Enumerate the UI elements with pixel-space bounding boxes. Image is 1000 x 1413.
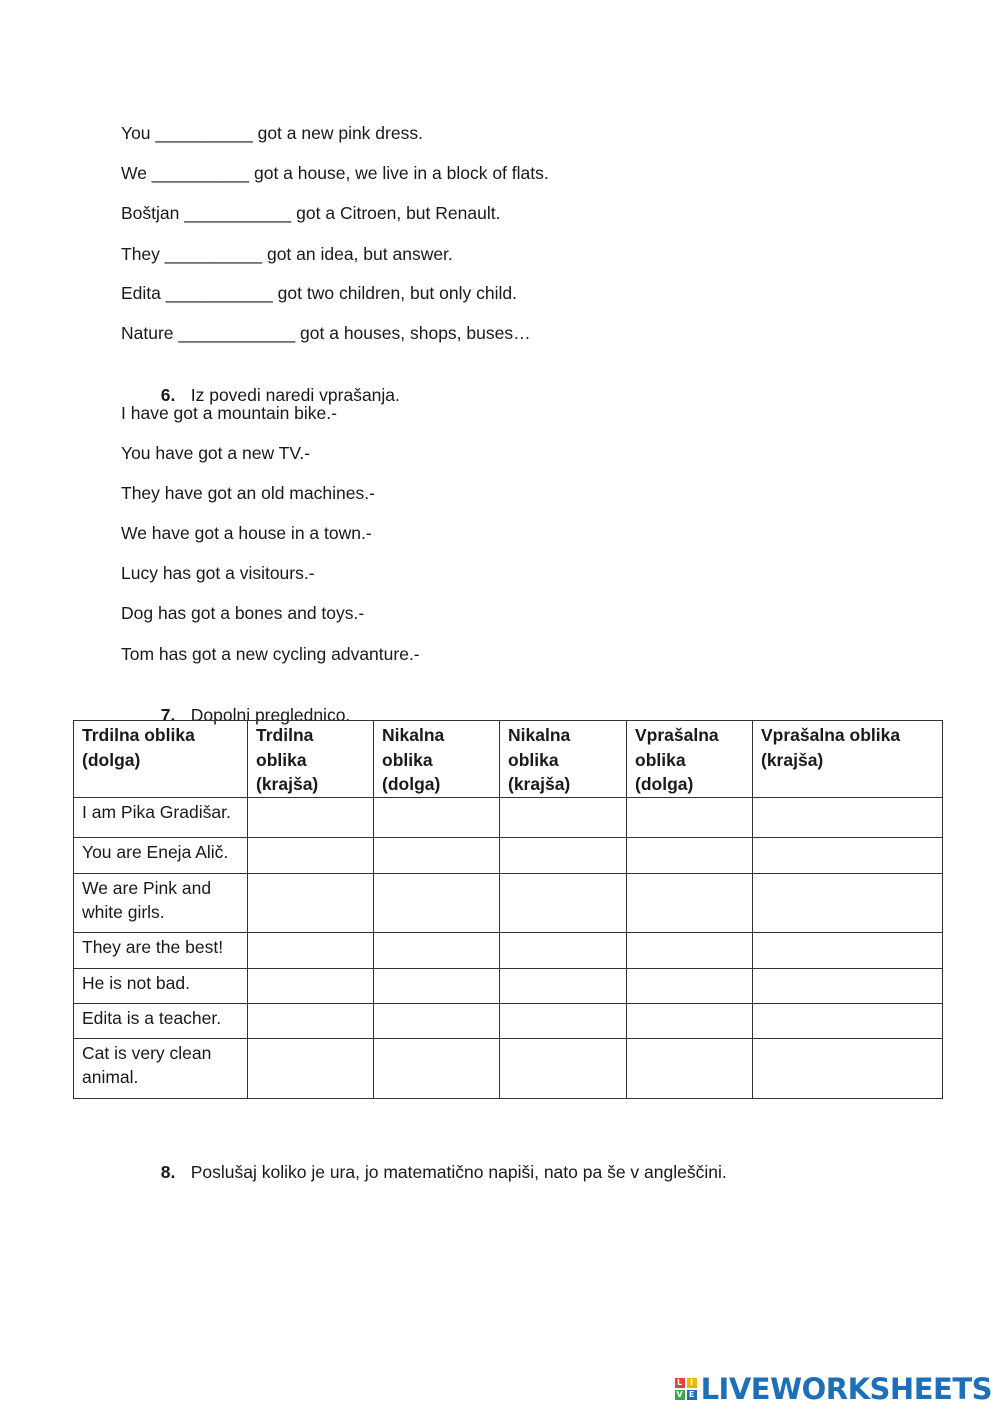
header-line: (dolga) [82,749,141,770]
answer-cell[interactable] [374,1003,500,1038]
row-sentence-line: Cat is very clean [82,1042,212,1063]
table-row [74,797,943,837]
row-sentence [74,873,248,932]
fill-sentence-4: They __________ got an idea, but answer. [121,244,453,264]
verb-forms-table [73,720,943,1099]
task-7-number: 7. [160,705,176,725]
answer-cell[interactable] [248,1038,374,1098]
task-6-sentence-7: Tom has got a new cycling advanture.- [121,644,420,664]
task-6-sentence-6: Dog has got a bones and toys.- [121,603,365,623]
header-line: Trdilna oblika [82,725,195,745]
answer-cell[interactable] [248,968,374,1003]
liveworksheets-logo [675,1371,992,1407]
row-sentence-line: Edita is a teacher. [82,1007,222,1028]
answer-cell[interactable] [374,837,500,873]
row-sentence-line: We are Pink and [82,877,212,898]
table-row [74,932,943,968]
row-sentence [74,1038,248,1098]
row-sentence-line: They are the best! [82,936,224,957]
answer-cell[interactable] [753,837,943,873]
table-row [74,1038,943,1098]
header-line: oblika [382,749,433,770]
answer-cell[interactable] [248,837,374,873]
answer-cell[interactable] [374,797,500,837]
answer-cell[interactable] [500,1038,627,1098]
answer-cell[interactable] [753,932,943,968]
answer-cell[interactable] [627,873,753,932]
header-line: (dolga) [382,774,441,794]
header-line: oblika [635,749,686,770]
task-8-number: 8. [160,1162,176,1182]
header-affirmative-short [248,721,374,798]
answer-cell[interactable] [500,1003,627,1038]
header-line: (dolga) [635,774,694,794]
logo-text: LIVEWORKSHEETS [700,1372,992,1406]
answer-cell[interactable] [374,968,500,1003]
answer-cell[interactable] [500,873,627,932]
fill-sentence-6: Nature ____________ got a houses, shops, buses… [121,323,531,343]
header-affirmative-long [74,721,248,798]
task-6-sentence-3: They have got an old machines.- [121,483,375,503]
header-line: Vprašalna oblika [761,725,901,745]
answer-cell[interactable] [374,873,500,932]
answer-cell[interactable] [500,797,627,837]
row-sentence-line: white girls. [82,902,165,922]
header-question-long [627,721,753,798]
header-line: Vprašalna [635,725,719,745]
row-sentence-line: He is not bad. [82,972,190,993]
task-6-heading [151,362,400,406]
table-row [74,873,943,932]
header-line: (krajša) [256,774,319,794]
task-6-sentence-1: I have got a mountain bike.- [121,403,337,423]
answer-cell[interactable] [753,1038,943,1098]
answer-cell[interactable] [753,1003,943,1038]
table-row [74,837,943,873]
row-sentence-line: You are Eneja Alič. [82,841,229,862]
table-row [74,968,943,1003]
table-header-row [74,721,943,798]
header-line: (krajša) [508,774,571,794]
header-line: oblika [256,749,307,770]
answer-cell[interactable] [374,932,500,968]
answer-cell[interactable] [374,1038,500,1098]
liveworksheets-logo-icon [675,1378,697,1400]
answer-cell[interactable] [627,797,753,837]
answer-cell[interactable] [753,873,943,932]
answer-cell[interactable] [500,932,627,968]
row-sentence [74,968,248,1003]
header-line: Nikalna [382,725,445,745]
row-sentence [74,837,248,873]
task-6-sentence-2: You have got a new TV.- [121,443,311,463]
fill-sentence-1: You __________ got a new pink dress. [121,123,423,143]
header-negative-short [500,721,627,798]
row-sentence [74,797,248,837]
header-question-short [753,721,943,798]
table-row [74,1003,943,1038]
answer-cell[interactable] [627,1038,753,1098]
answer-cell[interactable] [248,873,374,932]
answer-cell[interactable] [248,932,374,968]
logo-mark-tile: V [676,1390,683,1399]
fill-sentence-2: We __________ got a house, we live in a block of flats. [121,163,549,183]
task-6-number: 6. [160,385,176,405]
answer-cell[interactable] [627,968,753,1003]
answer-cell[interactable] [627,932,753,968]
task-8-instruction: Poslušaj koliko je ura, jo matematično napiši, nato pa še v angleščini. [190,1162,727,1182]
task-8-heading [151,1139,727,1183]
row-sentence-line: I am Pika Gradišar. [82,801,231,822]
task-6-sentence-5: Lucy has got a visitours.- [121,563,315,583]
logo-mark-tile: L [675,1378,685,1388]
fill-sentence-3: Boštjan ___________ got a Citroen, but Renault. [121,203,501,223]
answer-cell[interactable] [248,1003,374,1038]
row-sentence-line: animal. [82,1067,139,1087]
row-sentence [74,1003,248,1038]
logo-mark-tile: I [687,1378,697,1388]
task-6-instruction: Iz povedi naredi vprašanja. [190,385,400,405]
header-line: (krajša) [761,749,824,770]
answer-cell[interactable] [753,968,943,1003]
answer-cell[interactable] [500,968,627,1003]
answer-cell[interactable] [627,837,753,873]
answer-cell[interactable] [753,797,943,837]
row-sentence [74,932,248,968]
header-line: oblika [508,749,559,770]
fill-sentence-5: Edita ___________ got two children, but only child. [121,283,517,303]
header-line: Nikalna [508,725,571,745]
answer-cell[interactable] [248,797,374,837]
answer-cell[interactable] [500,837,627,873]
header-line: Trdilna [256,725,314,745]
logo-mark-tile: E [687,1390,697,1400]
header-negative-long [374,721,500,798]
task-6-sentence-4: We have got a house in a town.- [121,523,372,543]
answer-cell[interactable] [627,1003,753,1038]
task-7-instruction: Dopolni preglednico. [190,705,351,725]
